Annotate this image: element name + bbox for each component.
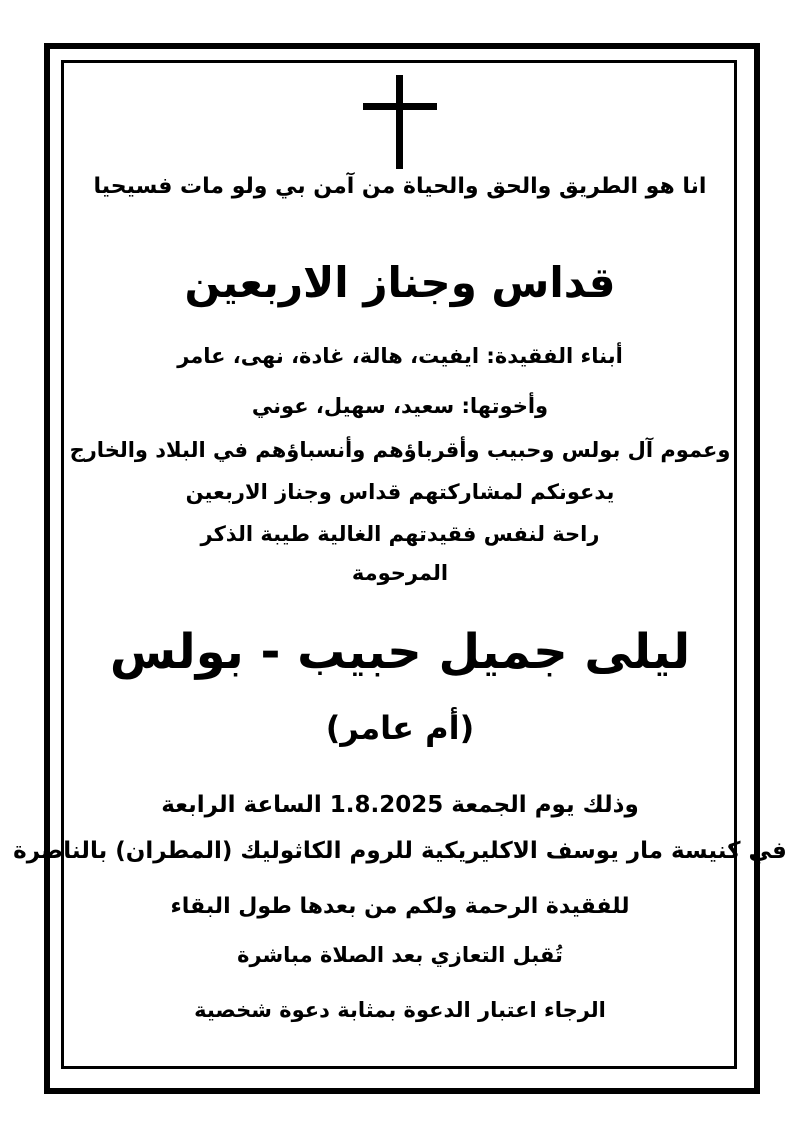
date-time-line: وذلك يوم الجمعة 1.8.2025 الساعة الرابعة [161,792,639,818]
siblings-line: وأخوتها: سعيد، سهيل، عوني [251,394,549,418]
condolences-accepted-line: تُقبل التعازي بعد الصلاة مباشرة [237,943,563,967]
scripture-verse: انا هو الطريق والحق والحياة من آمن بي ولو مات فسيحيا [93,174,707,199]
condolence-line: للفقيدة الرحمة ولكم من بعدها طول البقاء [170,894,630,919]
memorial-line: راحة لنفس فقيدتهم الغالية طيبة الذكر [200,522,600,546]
families-line: وعموم آل بولس وحبيب وأقرباؤهم وأنسباؤهم في البلاد والخارج [69,438,731,462]
deceased-name: ليلى جميل حبيب - بولس [109,624,691,680]
venue-line: في كنيسة مار يوسف الاكليريكية للروم الكاثوليك (المطران) بالناصرة [13,838,787,864]
cross-icon [363,75,437,169]
notice-heading: قداس وجناز الاربعين [184,258,616,307]
children-line: أبناء الفقيدة: ايفيت، هالة، غادة، نهى، عامر [177,344,623,368]
invitation-line: يدعونكم لمشاركتهم قداس وجناز الاربعين [185,480,615,504]
deceased-nickname: (أم عامر) [325,709,475,747]
personal-invitation-line: الرجاء اعتبار الدعوة بمثابة دعوة شخصية [194,998,606,1022]
late-label: المرحومة [351,561,449,585]
